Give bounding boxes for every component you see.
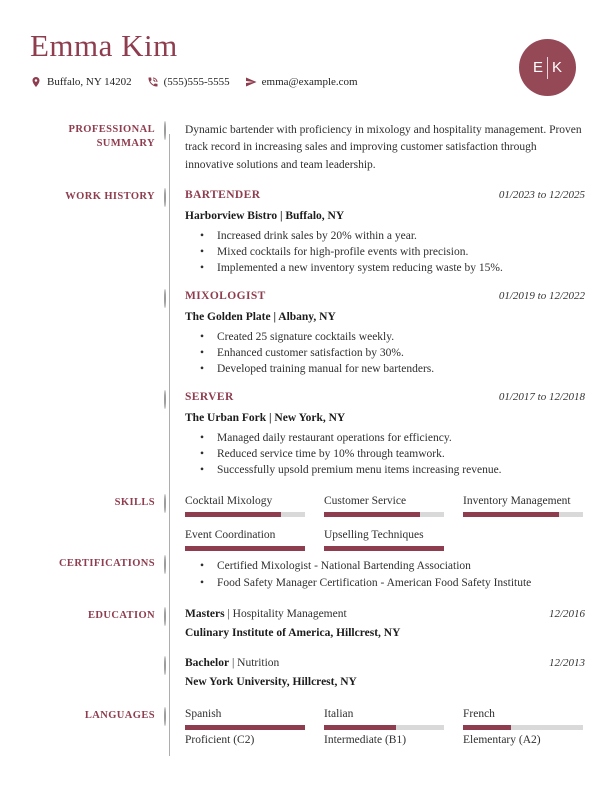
certification-list (185, 558, 585, 592)
education-school: New York University, Hillcrest, NY (185, 676, 357, 688)
language-name: Italian (324, 708, 354, 720)
avatar (519, 39, 576, 96)
skill-bar-fill (324, 512, 420, 517)
job-dates: 01/2017 to 12/2018 (498, 391, 585, 403)
timeline-gutter (155, 657, 185, 675)
timeline-gutter (155, 495, 185, 513)
education-field: Nutrition (237, 657, 280, 669)
job-company: The Golden Plate | Albany, NY (185, 311, 336, 323)
skill-item (185, 495, 305, 517)
skill-name: Customer Service (324, 495, 407, 507)
job-company: Harborview Bistro | Buffalo, NY (185, 210, 345, 222)
skill-name: Event Coordination (185, 529, 276, 541)
skill-bar-fill (185, 546, 305, 551)
timeline-gutter (155, 391, 185, 409)
timeline-gutter (155, 290, 185, 308)
job-company: The Urban Fork | New York, NY (185, 412, 346, 424)
language-proficiency: Intermediate (B1) (324, 734, 407, 746)
contact-email (245, 76, 358, 88)
job-bullet: • Successfully upsold premium menu items increasing revenue. (217, 462, 585, 478)
language-bar-fill (463, 725, 511, 730)
section-work-history-job-3 (0, 391, 612, 478)
job-bullet: • Managed daily restaurant operations for efficiency. (217, 430, 585, 446)
contact-row (30, 76, 358, 88)
section-certifications (0, 556, 612, 592)
language-item (324, 708, 444, 747)
certification-item: • Certified Mixologist - National Bartending Association (217, 558, 585, 575)
skill-item (185, 529, 305, 551)
job-bullet: • Implemented a new inventory system reducing waste by 15%. (217, 260, 585, 276)
section-education-entry-2 (0, 657, 612, 689)
education-degree-line (185, 608, 347, 621)
contact-phone (147, 76, 230, 88)
language-proficiency: Elementary (A2) (463, 734, 541, 746)
skill-item (463, 495, 583, 517)
timeline-gutter (155, 708, 185, 726)
education-separator: | (231, 657, 235, 669)
job-bullet: • Created 25 signature cocktails weekly. (217, 329, 585, 345)
skill-bar-fill (185, 512, 281, 517)
monogram-divider (547, 57, 548, 79)
certification-item: • Food Safety Manager Certification - American Food Safety Institute (217, 575, 585, 592)
section-label-skills: SKILLS (114, 497, 155, 508)
section-education-entry-1 (0, 608, 612, 640)
skill-item (324, 495, 444, 517)
timeline-node (164, 555, 166, 574)
skill-name: Upselling Techniques (324, 529, 424, 541)
section-work-history-job-2 (0, 290, 612, 377)
section-label-languages: LANGUAGES (84, 710, 155, 721)
contact-email-text: emma@example.com (261, 76, 358, 88)
section-label-education: EDUCATION (88, 610, 155, 621)
job-bullet-list (185, 329, 585, 377)
skill-name: Cocktail Mixology (185, 495, 273, 507)
send-icon (245, 76, 257, 88)
timeline-node (164, 607, 166, 626)
skill-bar (185, 512, 305, 517)
job-title: BARTENDER (185, 189, 261, 201)
language-bar (324, 725, 444, 730)
timeline-node (164, 188, 166, 207)
job-bullet-list (185, 228, 585, 276)
job-bullet: • Enhanced customer satisfaction by 30%. (217, 345, 585, 361)
language-bar-fill (324, 725, 396, 730)
timeline-gutter (155, 122, 185, 140)
language-name: Spanish (185, 708, 222, 720)
candidate-name: Emma Kim (30, 28, 178, 63)
timeline-node (164, 494, 166, 513)
monogram-first-initial: E (532, 59, 543, 76)
section-languages (0, 708, 612, 747)
job-bullet: • Reduced service time by 10% through teamwork. (217, 446, 585, 462)
section-professional-summary (0, 122, 612, 174)
education-school: Culinary Institute of America, Hillcrest, NY (185, 627, 401, 639)
monogram-last-initial: K (552, 59, 563, 76)
skill-bar (463, 512, 583, 517)
contact-location-text: Buffalo, NY 14202 (47, 76, 132, 88)
skill-bar (324, 546, 444, 551)
timeline-node (164, 390, 166, 409)
section-label-certifications: CERTIFICATIONS (58, 558, 155, 569)
section-work-history-job-1 (0, 189, 612, 276)
skill-bar (324, 512, 444, 517)
section-label-work-history: WORK HISTORY (65, 191, 155, 202)
summary-text: Dynamic bartender with proficiency in mixology and hospitality management. Proven track record in increasing sales and improving customer satisfaction through innovative solutions and team leadership. (185, 124, 582, 171)
language-bar (463, 725, 583, 730)
timeline-gutter (155, 608, 185, 626)
skill-item (324, 529, 444, 551)
timeline-node (164, 707, 166, 726)
timeline-node (164, 656, 166, 675)
education-date: 12/2013 (548, 657, 585, 669)
education-separator: | (227, 608, 230, 620)
education-degree: Masters (185, 608, 225, 620)
job-dates: 01/2019 to 12/2022 (498, 290, 585, 302)
phone-icon (147, 76, 159, 88)
job-bullet: • Developed training manual for new bartenders. (217, 361, 585, 377)
job-title: SERVER (185, 391, 234, 403)
language-bar (185, 725, 305, 730)
job-bullet: • Increased drink sales by 20% within a year. (217, 228, 585, 244)
skill-bar (185, 546, 305, 551)
languages-grid (185, 708, 585, 747)
job-bullet: • Mixed cocktails for high-profile events with precision. (217, 244, 585, 260)
skill-bar-fill (463, 512, 559, 517)
skills-grid (185, 495, 585, 551)
job-title: MIXOLOGIST (185, 290, 266, 302)
job-dates: 01/2023 to 12/2025 (498, 189, 585, 201)
section-skills (0, 495, 612, 551)
section-label-professional-summary: PROFESSIONAL SUMMARY (68, 124, 155, 149)
timeline-node (164, 121, 166, 140)
timeline-gutter (155, 189, 185, 207)
education-date: 12/2016 (548, 608, 585, 620)
language-proficiency: Proficient (C2) (185, 734, 255, 746)
language-bar-fill (185, 725, 305, 730)
contact-location (30, 76, 132, 88)
contact-phone-text: (555)555-5555 (163, 76, 230, 88)
timeline-node (164, 289, 166, 308)
language-item (185, 708, 305, 747)
location-pin-icon (30, 76, 42, 88)
language-item (463, 708, 583, 747)
education-field: Hospitality Management (232, 608, 347, 620)
education-degree: Bachelor (185, 657, 230, 669)
education-degree-line (185, 657, 279, 670)
skill-bar-fill (324, 546, 444, 551)
job-bullet-list (185, 430, 585, 478)
language-name: French (463, 708, 495, 720)
timeline-gutter (155, 556, 185, 574)
skill-name: Inventory Management (463, 495, 571, 507)
